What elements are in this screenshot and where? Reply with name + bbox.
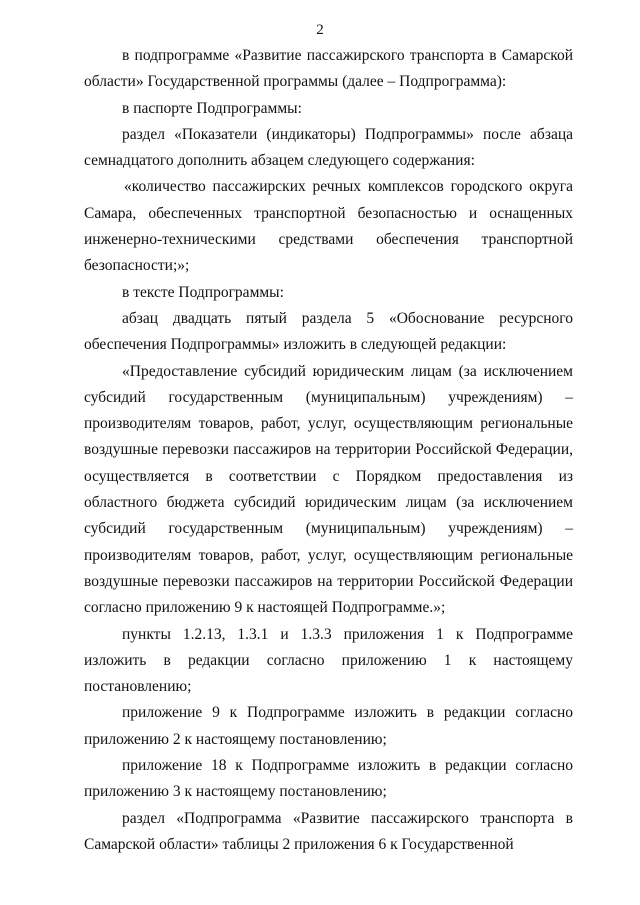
paragraph-appendix-9: приложение 9 к Подпрограмме изложить в редакции согласно приложению 2 к настоящему постановлению;	[84, 704, 573, 748]
paragraph-subsidies-quote: «Предоставление субсидий юридическим лицам (за исключением субсидий государственным (муниципальным) учреждениям) – производителям товаров, работ, услуг, осуществляющим региональные воздушные перевозки пассажиров на территории Российской Федерации, осуществляется в соответствии с Порядком предоставления из областного бюджета субсидий юридическим лицам (за исключением субсидий государственным (муниципальным) учреждениям) – производителям товаров, работ, услуг, осуществляющим региональные воздушные перевозки пассажиров на территории Российской Федерации согласно приложению 9 к настоящей Подпрограмме.»;	[84, 362, 573, 617]
paragraph-section-5: абзац двадцать пятый раздела 5 «Обоснование ресурсного обеспечения Подпрограммы» изложить в следующей редакции:	[84, 309, 573, 354]
document-body	[84, 43, 573, 858]
paragraph-subprogram-intro: в подпрограмме «Развитие пассажирского транспорта в Самарской области» Государственной программы (далее – Подпрограмма):	[84, 47, 573, 91]
paragraph-quoted-indicator: «количество пассажирских речных комплексов городского округа Самара, обеспеченных транспортной безопасностью и оснащенных инженерно-техническими средствами обеспечения транспортной безопасности;»;	[84, 178, 573, 275]
paragraph-appendix-18: приложение 18 к Подпрограмме изложить в редакции согласно приложению 3 к настоящему постановлению;	[84, 757, 573, 801]
paragraph-items-appendix-1: пункты 1.2.13, 1.3.1 и 1.3.3 приложения 1 к Подпрограмме изложить в редакции согласно приложению 1 к настоящему постановлению;	[84, 625, 573, 696]
paragraph-indicators-section: раздел «Показатели (индикаторы) Подпрограммы» после абзаца семнадцатого дополнить абзацем следующего содержания:	[84, 125, 573, 170]
page-number: 2	[316, 22, 324, 38]
paragraph-text-heading: в тексте Подпрограммы:	[122, 283, 284, 301]
paragraph-passport-heading: в паспорте Подпрограммы:	[122, 99, 302, 117]
paragraph-table-2-section: раздел «Подпрограмма «Развитие пассажирского транспорта в Самарской области» таблицы 2 приложения 6 к Государственной	[84, 809, 573, 853]
